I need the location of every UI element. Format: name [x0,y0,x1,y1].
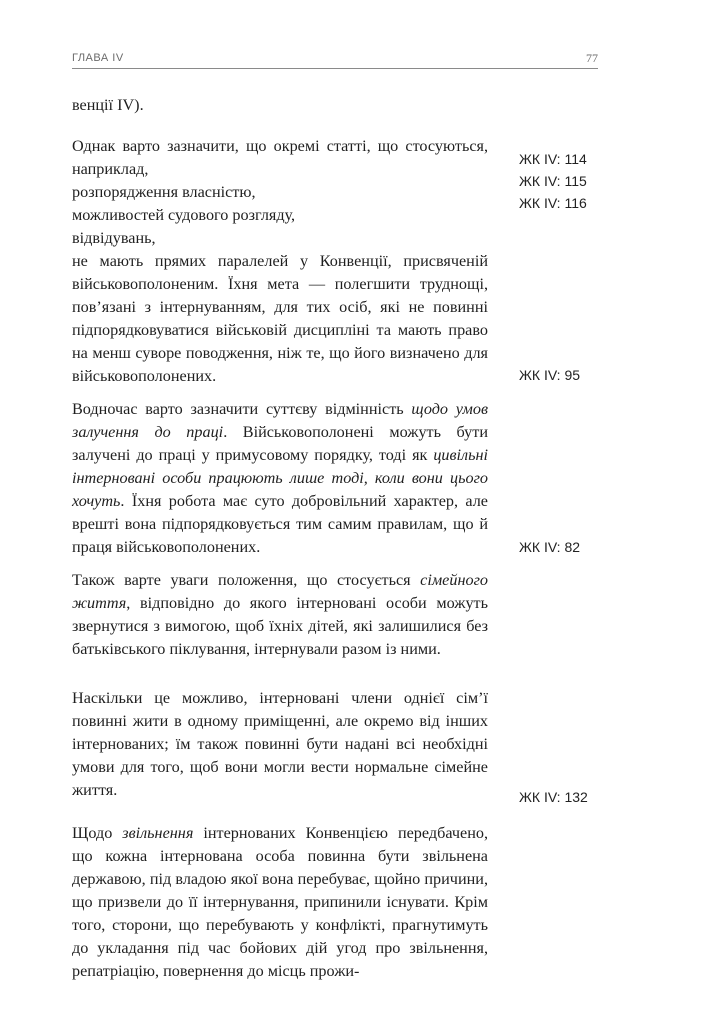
paragraph-release [72,822,488,983]
margin-note-gc4-115: ЖК IV: 115 [519,173,587,189]
paragraph-family [72,569,488,661]
text-run: Водночас варто зазначити суттєву відмінність [72,400,412,418]
emphasis-text: сімейного життя [72,571,488,612]
article-list [72,181,488,250]
text-run: , відповідно до якого інтерновані особи можуть звернутися з вимогою, щоб їхніх дітей, які залишилися без батьківського піклування, інтернували разом із ними. [72,594,488,658]
chapter-title: ГЛАВА IV [72,52,124,64]
margin-note-gc4-116: ЖК IV: 116 [519,195,587,211]
text-run: Щодо [72,824,123,842]
margin-note-gc4-132: ЖК IV: 132 [519,789,588,805]
list-item-visits: відвідувань, [72,229,156,247]
text-run: . Їхня робота має суто добровільний характер, але врешті вона підпорядковується тим самим правилам, що й праця військовополонених. [72,492,488,556]
page-number: 77 [586,51,598,65]
emphasis-text: цивільні інтерновані особи працюють лише тоді, коли вони цього хочуть [72,446,488,510]
paragraph-text: венції IV). [72,96,144,114]
paragraph-continuation [72,94,488,117]
paragraph-text: Наскільки це можливо, інтерновані члени однієї сім’ї повинні жити в одному приміщенні, але окремо від інших інтернованих; їм також повинні бути надані всі необхідні умови для того, щоб вони могли вести нормальне сімейне життя. [72,689,488,799]
text-run: . Військовополонені можуть бути залучені до праці у примусовому порядку, тоді як [72,423,488,464]
emphasis-text: щодо умов залучення до праці [72,400,488,441]
margin-note-gc4-114: ЖК IV: 114 [519,151,587,167]
paragraph-articles-rest [72,250,488,388]
list-item-judicial: можливостей судового розгляду, [72,206,296,224]
paragraph-labour [72,398,488,559]
margin-note-gc4-95: ЖК IV: 95 [519,367,581,383]
margin-note-gc4-82: ЖК IV: 82 [519,539,581,555]
running-header [72,50,598,69]
paragraph-family-housing [72,687,488,802]
paragraph-text: не мають прямих паралелей у Конвенції, присвяченій військовополоненим. Їхня мета — полегшити труднощі, пов’язані з інтернуванням, для тих осіб, які не повинні підпорядковуватися військовій дисципліні та мають право на менш суворе поводження, ніж те, що його визначено для військовополонених. [72,252,488,385]
text-run: Також варте уваги положення, що стосується [72,571,421,589]
paragraph-articles [72,135,488,181]
paragraph-intro: Однак варто зазначити, що окремі статті, що стосуються, наприклад, [72,137,488,178]
text-run: інтернованих Конвенцією передбачено, що кожна інтернована особа повинна бути звільнена державою, під владою якої вона перебуває, щойно причини, що призвели до її інтернування, припинили існувати. Крім того, сторони, що перебувають у конфлікті, прагнутимуть до укладання під час бойових дій угод про звільнення, репатріацію, повернення до місць прожи- [72,824,488,980]
list-item-property: розпорядження власністю, [72,183,256,201]
emphasis-text: звільнення [122,824,194,842]
